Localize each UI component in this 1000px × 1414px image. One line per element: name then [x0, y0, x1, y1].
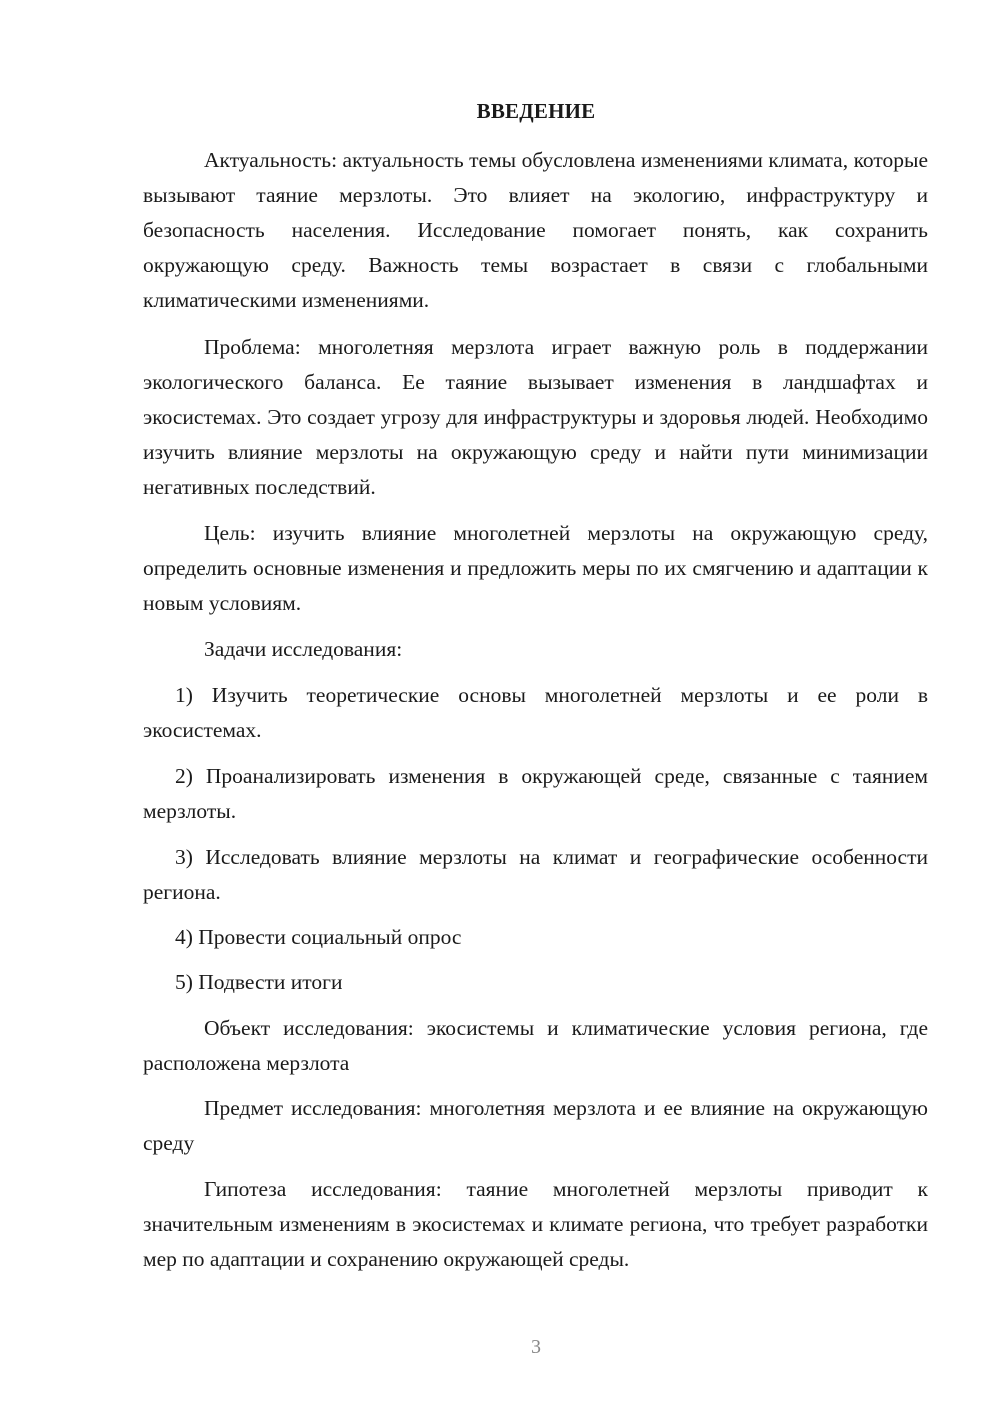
task-item-5: 5) Подвести итоги	[175, 970, 343, 994]
task-item-3: 3) Исследовать влияние мерзлоты на климат и географические особенности региона.	[143, 845, 928, 904]
goal-paragraph: Цель: изучить влияние многолетней мерзлоты на окружающую среду, определить основные изменения и предложить меры по их смягчению и адаптации к новым условиям.	[143, 521, 928, 615]
subject-paragraph: Предмет исследования: многолетняя мерзлота и ее влияние на окружающую среду	[143, 1096, 928, 1155]
page-number: 3	[531, 1336, 541, 1358]
relevance-paragraph: Актуальность: актуальность темы обусловлена изменениями климата, которые вызывают таяние мерзлоты. Это влияет на экологию, инфраструктуру и безопасность населения. Исследование помогает понять, как сохранить окружающую среду. Важность темы возрастает в связи с глобальными климатическими изменениями.	[143, 148, 928, 312]
problem-paragraph: Проблема: многолетняя мерзлота играет важную роль в поддержании экологического баланса. Ее таяние вызывает изменения в ландшафтах и экосистемах. Это создает угрозу для инфраструктуры и здоровья людей. Необходимо изучить влияние мерзлоты на окружающую среду и найти пути минимизации негативных последствий.	[143, 335, 928, 499]
task-item-4: 4) Провести социальный опрос	[175, 925, 462, 949]
page-title: ВВЕДЕНИЕ	[476, 99, 596, 123]
hypothesis-paragraph: Гипотеза исследования: таяние многолетней мерзлоты приводит к значительным изменениям в экосистемах и климате региона, что требует разработки мер по адаптации и сохранению окружающей среды.	[143, 1177, 928, 1271]
task-item-1: 1) Изучить теоретические основы многолетней мерзлоты и ее роли в экосистемах.	[143, 683, 928, 742]
task-item-2: 2) Проанализировать изменения в окружающей среде, связанные с таянием мерзлоты.	[143, 764, 928, 823]
tasks-heading: Задачи исследования:	[204, 637, 403, 661]
object-paragraph: Объект исследования: экосистемы и климатические условия региона, где расположена мерзлота	[143, 1016, 928, 1075]
